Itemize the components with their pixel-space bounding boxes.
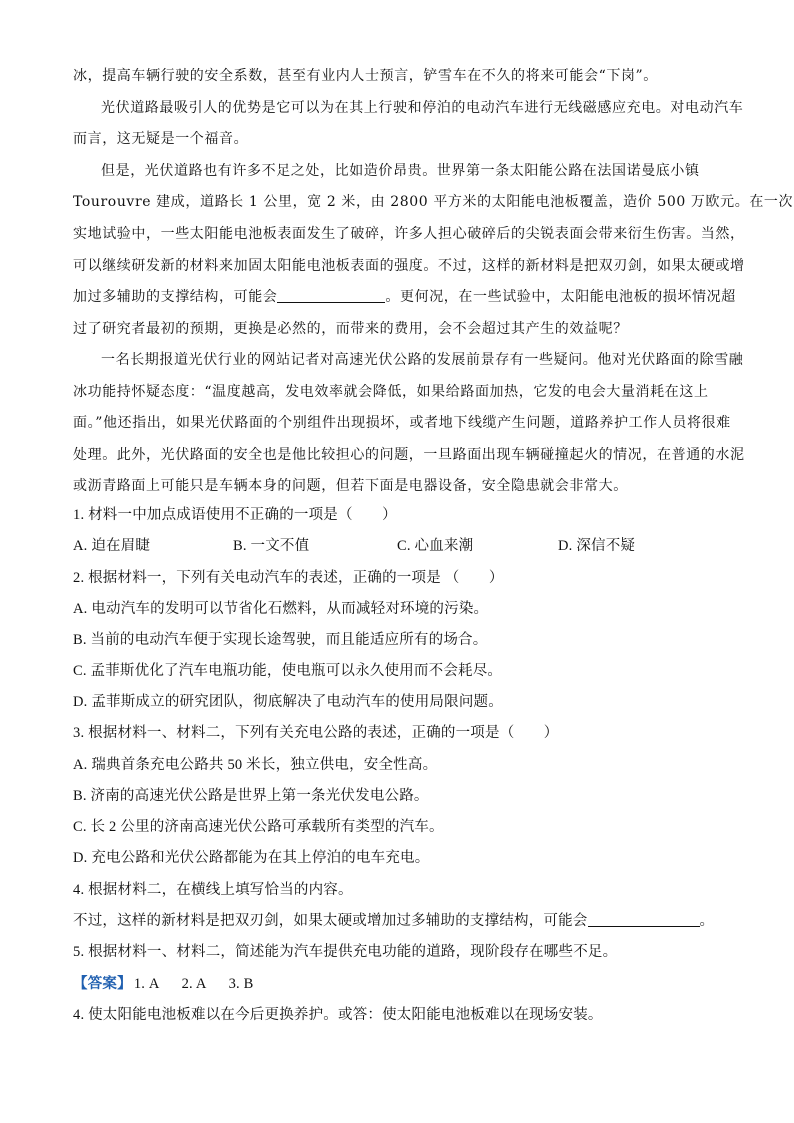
- passage-line: 一名长期报道光伏行业的网站记者对高速光伏公路的发展前景存有一些疑问。他对光伏路面的除雪融: [101, 352, 744, 368]
- question-1-stem: 1. 材料一中加点成语使用不正确的一项是（ ）: [73, 507, 397, 523]
- passage-line: Tourouvre 建成，道路长 1 公里，宽 2 米，由 2800 平方米的太阳能电池板覆盖，造价 500 万欧元。在一次: [73, 194, 794, 210]
- answer-line: [73, 974, 254, 994]
- answer-1: 1. A: [133, 976, 160, 992]
- q2-option-d: D. 孟菲斯成立的研究团队，彻底解决了电动汽车的使用局限问题。: [73, 694, 503, 710]
- question-5-stem: 5. 根据材料一、材料二，简述能为汽车提供充电功能的道路，现阶段存在哪些不足。: [73, 944, 618, 960]
- passage-line: 处理。此外，光伏路面的安全也是他比较担心的问题，一旦路面出现车辆碰撞起火的情况，在普通的水泥: [73, 447, 745, 463]
- passage-line: 过了研究者最初的预期，更换是必然的，而带来的费用，会不会超过其产生的效益呢？: [73, 321, 628, 337]
- answer-4: 4. 使太阳能电池板难以在今后更换养护。或答：使太阳能电池板难以在现场安装。: [73, 1007, 603, 1023]
- passage-line: 而言，这无疑是一个福音。: [73, 131, 249, 147]
- answer-3: 3. B: [228, 976, 254, 992]
- passage-line: 面。”他还指出，如果光伏路面的个别组件出现损坏，或者地下线缆产生问题，道路养护工作人员将很难: [73, 415, 731, 431]
- q3-option-c: C. 长 2 公里的济南高速光伏公路可承载所有类型的汽车。: [73, 819, 444, 835]
- q3-option-b: B. 济南的高速光伏公路是世界上第一条光伏发电公路。: [73, 788, 429, 804]
- fill-blank: [277, 288, 385, 303]
- fill-blank: [588, 912, 700, 927]
- passage-line: 实地试验中，一些太阳能电池板表面发生了破碎，许多人担心破碎后的尖锐表面会带来衍生伤害。当然，: [73, 226, 745, 242]
- q3-option-a: A. 瑞典首条充电公路共 50 米长，独立供电，安全性高。: [73, 757, 438, 773]
- q4-text: 。: [699, 913, 715, 929]
- passage-line: [73, 287, 736, 307]
- answer-tag: 【答案】: [73, 976, 132, 992]
- question-2-stem: 2. 根据材料一，下列有关电动汽车的表述，正确的一项是 （ ）: [73, 570, 504, 586]
- q1-option-a: A. 迫在眉睫: [73, 538, 151, 554]
- question-3-stem: 3. 根据材料一、材料二，下列有关充电公路的表述，正确的一项是（ ）: [73, 725, 559, 741]
- passage-line: 冰，提高车辆行驶的安全系数，甚至有业内人士预言，铲雪车在不久的将来可能会“下岗”。: [73, 68, 658, 84]
- q4-fill-line: [73, 911, 714, 931]
- q1-option-c: C. 心血来潮: [397, 538, 474, 554]
- passage-line: 光伏道路最吸引人的优势是它可以为在其上行驶和停泊的电动汽车进行无线磁感应充电。对电动汽车: [101, 100, 744, 116]
- q2-option-c: C. 孟菲斯优化了汽车电瓶功能，使电瓶可以永久使用而不会耗尽。: [73, 663, 503, 679]
- passage-line: 冰功能持怀疑态度：“温度越高，发电效率就会降低，如果给路面加热，它发的电会大量消耗在这上: [73, 384, 709, 400]
- question-4-stem: 4. 根据材料二，在横线上填写恰当的内容。: [73, 882, 353, 898]
- q2-option-a: A. 电动汽车的发明可以节省化石燃料，从而减轻对环境的污染。: [73, 601, 489, 617]
- passage-line: 可以继续研发新的材料来加固太阳能电池板表面的强度。不过，这样的新材料是把双刃剑，如果太硬或增: [73, 258, 745, 274]
- q3-option-d: D. 充电公路和光伏公路都能为在其上停泊的电车充电。: [73, 850, 430, 866]
- q4-text: 不过，这样的新材料是把双刃剑，如果太硬或增加过多辅助的支撑结构，可能会: [73, 913, 588, 929]
- q2-option-b: B. 当前的电动汽车便于实现长途驾驶，而且能适应所有的场合。: [73, 632, 488, 648]
- passage-line: 但是，光伏道路也有许多不足之处，比如造价昂贵。世界第一条太阳能公路在法国诺曼底小镇: [101, 163, 700, 179]
- passage-text: 加过多辅助的支撑结构，可能会: [73, 289, 278, 305]
- q1-option-d: D. 深信不疑: [558, 538, 636, 554]
- q1-option-b: B. 一文不值: [233, 538, 310, 554]
- passage-text: 。更何况，在一些试验中，太阳能电池板的损坏情况超: [385, 289, 736, 305]
- passage-line: 或沥青路面上可能只是车辆本身的问题，但若下面是电器设备，安全隐患就会非常大。: [73, 478, 628, 494]
- answer-2: 2. A: [181, 976, 207, 992]
